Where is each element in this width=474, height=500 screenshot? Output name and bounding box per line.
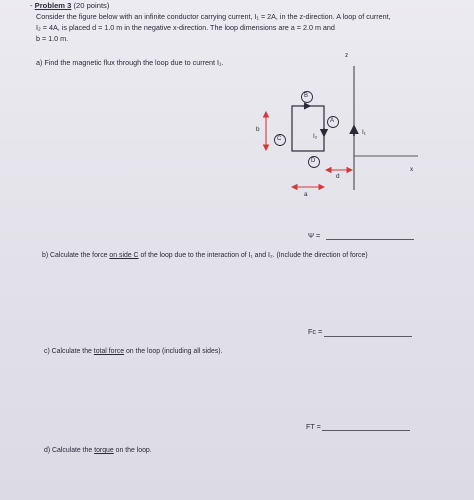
part-c-answer-label: FT = (306, 422, 321, 431)
part-c-answer-blank[interactable] (322, 430, 410, 431)
problem-number: Problem 3 (34, 1, 72, 10)
problem-points: (20 points) (73, 1, 110, 10)
part-a-answer-label: Ψ = (308, 231, 321, 240)
part-a-question: a) Find the magnetic flux through the loop due to current I₁. (36, 58, 224, 67)
dim-b-label: b (256, 126, 260, 133)
part-b-answer-blank[interactable] (324, 336, 412, 337)
side-d-label: D (311, 158, 316, 164)
part-c-question (44, 347, 223, 356)
intro-line-2: I₂ = 4A, is placed d = 1.0 m in the negative x-direction. The loop dimensions are a = 2.0 m and (36, 23, 335, 32)
part-c-suffix: on the loop (including all sides). (124, 348, 223, 355)
part-b-underlined: on side C (109, 252, 139, 259)
intro-line-3: b = 1.0 m. (36, 34, 69, 43)
part-d-suffix: on the loop. (113, 447, 152, 454)
side-a-label: A (330, 118, 335, 124)
z-axis-label: z (345, 52, 349, 59)
i2-label: I₂ (313, 133, 318, 140)
part-b-prefix: b) Calculate the force (42, 252, 110, 259)
part-c-underlined: total force (93, 348, 125, 355)
part-b-question (42, 251, 368, 260)
dim-d-label: d (336, 173, 340, 180)
part-b-suffix: of the loop due to the interaction of I₁ and I₂. (Include the direction of force) (138, 252, 368, 259)
part-b-answer-label: Fc = (308, 327, 323, 336)
part-d-underlined: torque (94, 447, 114, 454)
current-loop (292, 106, 324, 151)
part-a-answer-blank[interactable] (326, 239, 414, 240)
part-d-prefix: d) Calculate the (44, 447, 95, 454)
side-c-label: C (277, 136, 282, 142)
side-b-label: B (304, 93, 309, 99)
title-bullet: - (30, 1, 33, 10)
part-d-question (44, 446, 152, 455)
i1-label: I₁ (362, 129, 366, 136)
intro-line-1: Consider the figure below with an infinite conductor carrying current, I₁ = 2A, in the z-direction. A loop of current, (36, 12, 391, 21)
dim-a-label: a (304, 191, 308, 198)
part-c-prefix: c) Calculate the (44, 348, 94, 355)
x-axis-label: x (410, 166, 414, 173)
